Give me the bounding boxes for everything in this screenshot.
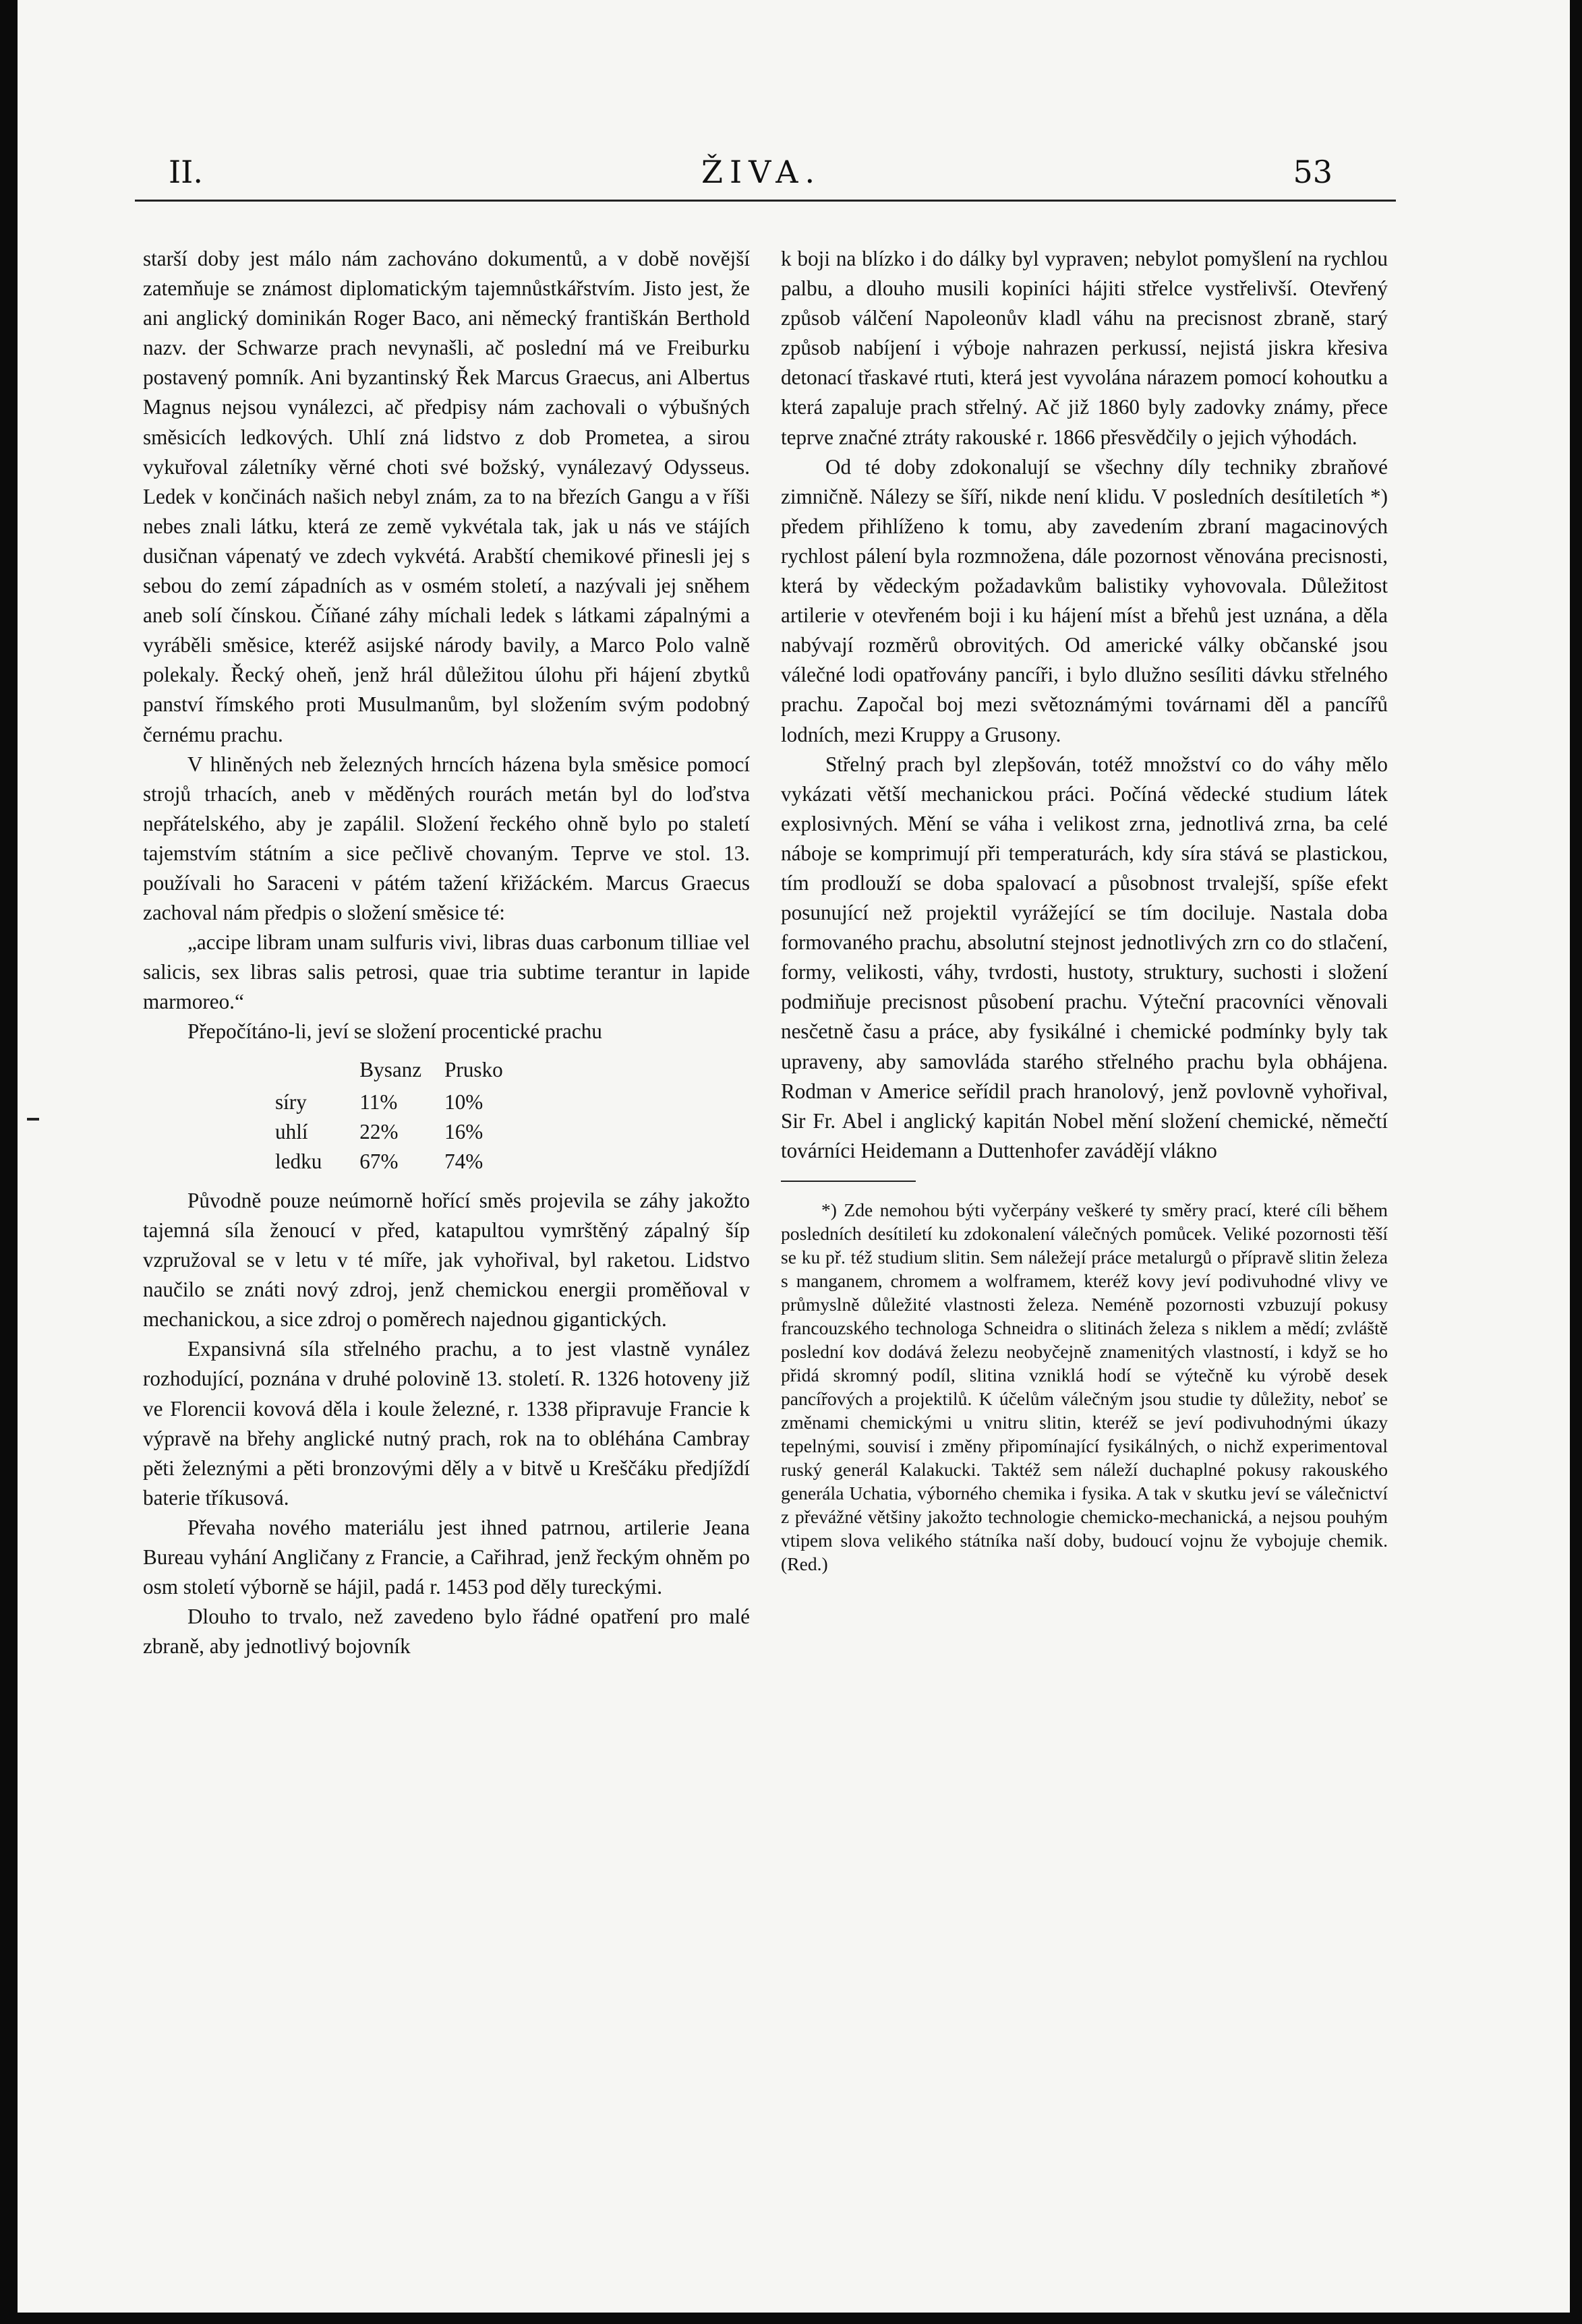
- paragraph: Dlouho to trvalo, než zavedeno bylo řádné opatření pro malé zbraně, aby jednotlivý bojovník: [143, 1605, 750, 1659]
- journal-title: ŽIVA.: [701, 154, 822, 190]
- footnote: *) Zde nemohou býti vyčerpány veškeré ty směry prací, které cíli během posledních desítiletí ku zdokonalení válečných pomůcek. Veliké pozornosti těší se ku př. též studium slitin. Sem náležejí práce metalurgů o přípravě slitin železa s manganem, chromem a wolframem, kteréž kovy jeví podivuhodné vlivy ve průmyslně důležité vlastnosti železa. Neméně pozornosti vzbuzují pokusy francouzského technologa Schneidra o slitinách železa s niklem a mědí; zvláště poslední kov dodává železu neobyčejně znamenitých vlastností, i když se ho přidá skromný podíl, slitina vzniklá hodí se výtečně ku výrobě desek pancířových a projektilů. K účelům válečným jsou studie ty důležity, neboť se změnami chemickými u vnitru slitin, kteréž se jeví podivuhodnými úkazy tepelnými, souvisí i změny připomínající fysikálných, o nichž experimentoval ruský generál Kalakucki. Taktéž sem náleží duchaplné pokusy rakouského generála Uchatia, výborného chemika i fysika. A tak v skutku jeví se válečnictví z převážné většiny jakožto technologie chemicko-mechanická, a nejsou pouhým vtipem slova velikého státníka naší doby, budoucí vojnu že vybojuje chemik. (Red.): [781, 1199, 1388, 1574]
- volume-number: II.: [169, 154, 203, 190]
- latin-quote: „accipe libram unam sulfuris vivi, libras duas carbonum tilliae vel salicis, sex libras salis petrosi, quae tria subtime terantur in lapide marmoreo.“: [143, 930, 750, 1014]
- left-column: [143, 244, 750, 1661]
- cell: 74%: [444, 1149, 484, 1173]
- page-number: 53: [1293, 154, 1332, 190]
- table-row: [275, 1147, 503, 1176]
- paragraph: starší doby jest málo nám zachováno dokumentů, a v době novější zatemňuje se známost diplomatickým tajemnůstkářstvím. Jisto jest, že ani anglický dominikán Roger Baco, ani německý františkán Berthold nazv. der Schwarze prach nevynašli, ač poslední má ve Freiburku postavený pomník. Ani byzantinský Řek Marcus Graecus, ani Albertus Magnus nejsou vynálezci, ač předpisy nám zachovali o výbušných směsicích ledkových. Uhlí zná lidstvo z dob Prometea, a sirou vykuřoval záletníky věrné choti své božský, vynálezavý Odysseus. Ledek v končinách našich nebyl znám, za to na březích Gangu a v říši nebes znali látku, která ze země vykvétala tak, jak u nás ve stájích dusičnan vápenatý ve zdech vykvétá. Arabští chemikové přinesli jej s sebou do zemí západních as v osmém století, a nazývali jej sněhem aneb solí čínskou. Číňané záhy míchali ledek s látkami zápalnými a vyráběli směsice, kteréž asijské národy bavily, a Marco Polo valně polekaly. Řecký oheň, jenž hrál důležitou úlohu při hájení zbytků panství římského proti Musulmanům, byl složením svým podobný černému prachu.: [143, 247, 750, 746]
- page-header: [169, 154, 1332, 201]
- header-rule: [135, 200, 1396, 202]
- composition-table: [275, 1055, 503, 1176]
- paragraph: Expansivná síla střelného prachu, a to jest vlastně vynález rozhodující, poznána v druhé polovině 13. století. R. 1326 hotoveny již ve Florencii kovová děla i koule železné, r. 1338 připravuje Francie k výpravě na břehy anglické nutný prach, rok na to obléhána Cambray pěti železnými a pěti bronzovými děly a v bitvě u Kreščáku předjíždí baterie tříkusová.: [143, 1337, 750, 1510]
- column-header: Bysanz: [359, 1057, 422, 1081]
- paragraph: k boji na blízko i do dálky byl vypraven; nebylot pomyšlení na rychlou palbu, a dlouho musili kopiníci hájiti střelce vystřelivší. Otevřený způsob válčení Napoleonův kladl váhu na precisnost zbraně, starý způsob nabíjení i výboje nahrazen perkussí, nejistá jiskra křesiva detonací třaskavé rtuti, která jest vyvolána nárazem pomocí kohoutku a která zapaluje prach střelný. Ač již 1860 byly zadovky známy, přece teprve značné ztráty rakouské r. 1866 přesvědčily o jejich výhodách.: [781, 247, 1388, 449]
- table-header-row: [275, 1055, 503, 1087]
- cell: 22%: [359, 1119, 399, 1143]
- paragraph: Přepočítáno-li, jeví se složení procentické prachu: [187, 1019, 602, 1044]
- paragraph: Od té doby zdokonalují se všechny díly techniky zbraňové zimničně. Nálezy se šíří, nikde není klidu. V posledních desítiletích *) předem přihlíženo k tomu, aby zavedením zbraní magacinových rychlost pálení byla rozmnožena, dále pozornost věnována precisnosti, která by vědeckým požadavkům balistiky vyhovovala. Důležitost artilerie v otevřeném boji i ku hájení míst a břehů jest uznána, a děla nabývají rozměrů obrovitých. Od americké války občanské jsou válečné lodi opatřovány pancíři, i bylo dlužno sesíliti dávku střelného prachu. Započal boj mezi světoznámými továrnami děl a pancířů lodních, mezi Kruppy a Grusony.: [781, 454, 1388, 746]
- page-sheet: [18, 0, 1570, 2313]
- table-row: [275, 1117, 503, 1147]
- paragraph: Střelný prach byl zlepšován, totéž množství co do váhy mělo vykázati větší mechanickou práci. Počíná vědecké studium látek explosivných. Mění se váha i velikost zrna, jednotlivá zrna, ba celé náboje se komprimují při temperaturách, kdy síra stává se plastickou, tím prodlouží se doba spalovací a působnost trvalejší, spíše efekt posunující než projektil vyrážející se tím dociluje. Nastala doba formovaného prachu, absolutní stejnost jednotlivých zrn co do stlačení, formy, velikosti, váhy, tvrdosti, hustoty, struktury, suchosti i složení podmiňuje precisnost působení prachu. Výteční pracovníci věnovali nesčetně času a práce, aby fysikálné i chemické podmínky byly tak upraveny, aby samovláda starého střelného prachu byla obhájena. Rodman v Americe seřídil prach hranolový, jenž povlovně vyhořival, Sir Fr. Abel i anglický kapitán Nobel mění složení chemické, němečtí továrníci Heidemann a Duttenhofer zavádějí vlákno: [781, 752, 1388, 1162]
- row-label: uhlí: [275, 1119, 308, 1143]
- cell: 10%: [444, 1090, 484, 1114]
- footnote-rule: [781, 1181, 916, 1182]
- row-label: síry: [275, 1090, 307, 1114]
- column-header: Prusko: [444, 1057, 503, 1081]
- cell: 67%: [359, 1149, 399, 1173]
- paragraph: Původně pouze neúmorně hořící směs projevila se záhy jakožto tajemná síla ženoucí v před, katapultou vymrštěný zápalný šíp vzpružoval se v letu v té míře, jak vyhořival, byl raketou. Lidstvo naučilo se znáti nový zdroj, jenž chemickou energii proměňoval v mechanickou, a sice zdroj o poměrech najednou gigantických.: [143, 1188, 750, 1332]
- cell: 16%: [444, 1119, 484, 1143]
- row-label: ledku: [275, 1149, 322, 1173]
- right-column: [781, 244, 1388, 1576]
- table-row: [275, 1087, 503, 1117]
- cell: 11%: [359, 1090, 398, 1114]
- paragraph: V hliněných neb železných hrncích házena byla směsice pomocí strojů trhacích, aneb v měděných rourách metán byl do loďstva nepřátelského, aby je zapálil. Složení řeckého ohně bylo po staletí tajemstvím státním a sice pečlivě chovaným. Teprve ve stol. 13. používali ho Saraceni v pátém tažení křižáckém. Marcus Graecus zachoval nám předpis o složení směsice té:: [143, 752, 750, 925]
- margin-mark: [27, 1118, 39, 1121]
- paragraph: Převaha nového materiálu jest ihned patrnou, artilerie Jeana Bureau vyhání Angličany z Francie, a Cařihrad, jenž řeckým ohněm po osm století výborně se hájil, padá r. 1453 pod děly tureckými.: [143, 1515, 750, 1599]
